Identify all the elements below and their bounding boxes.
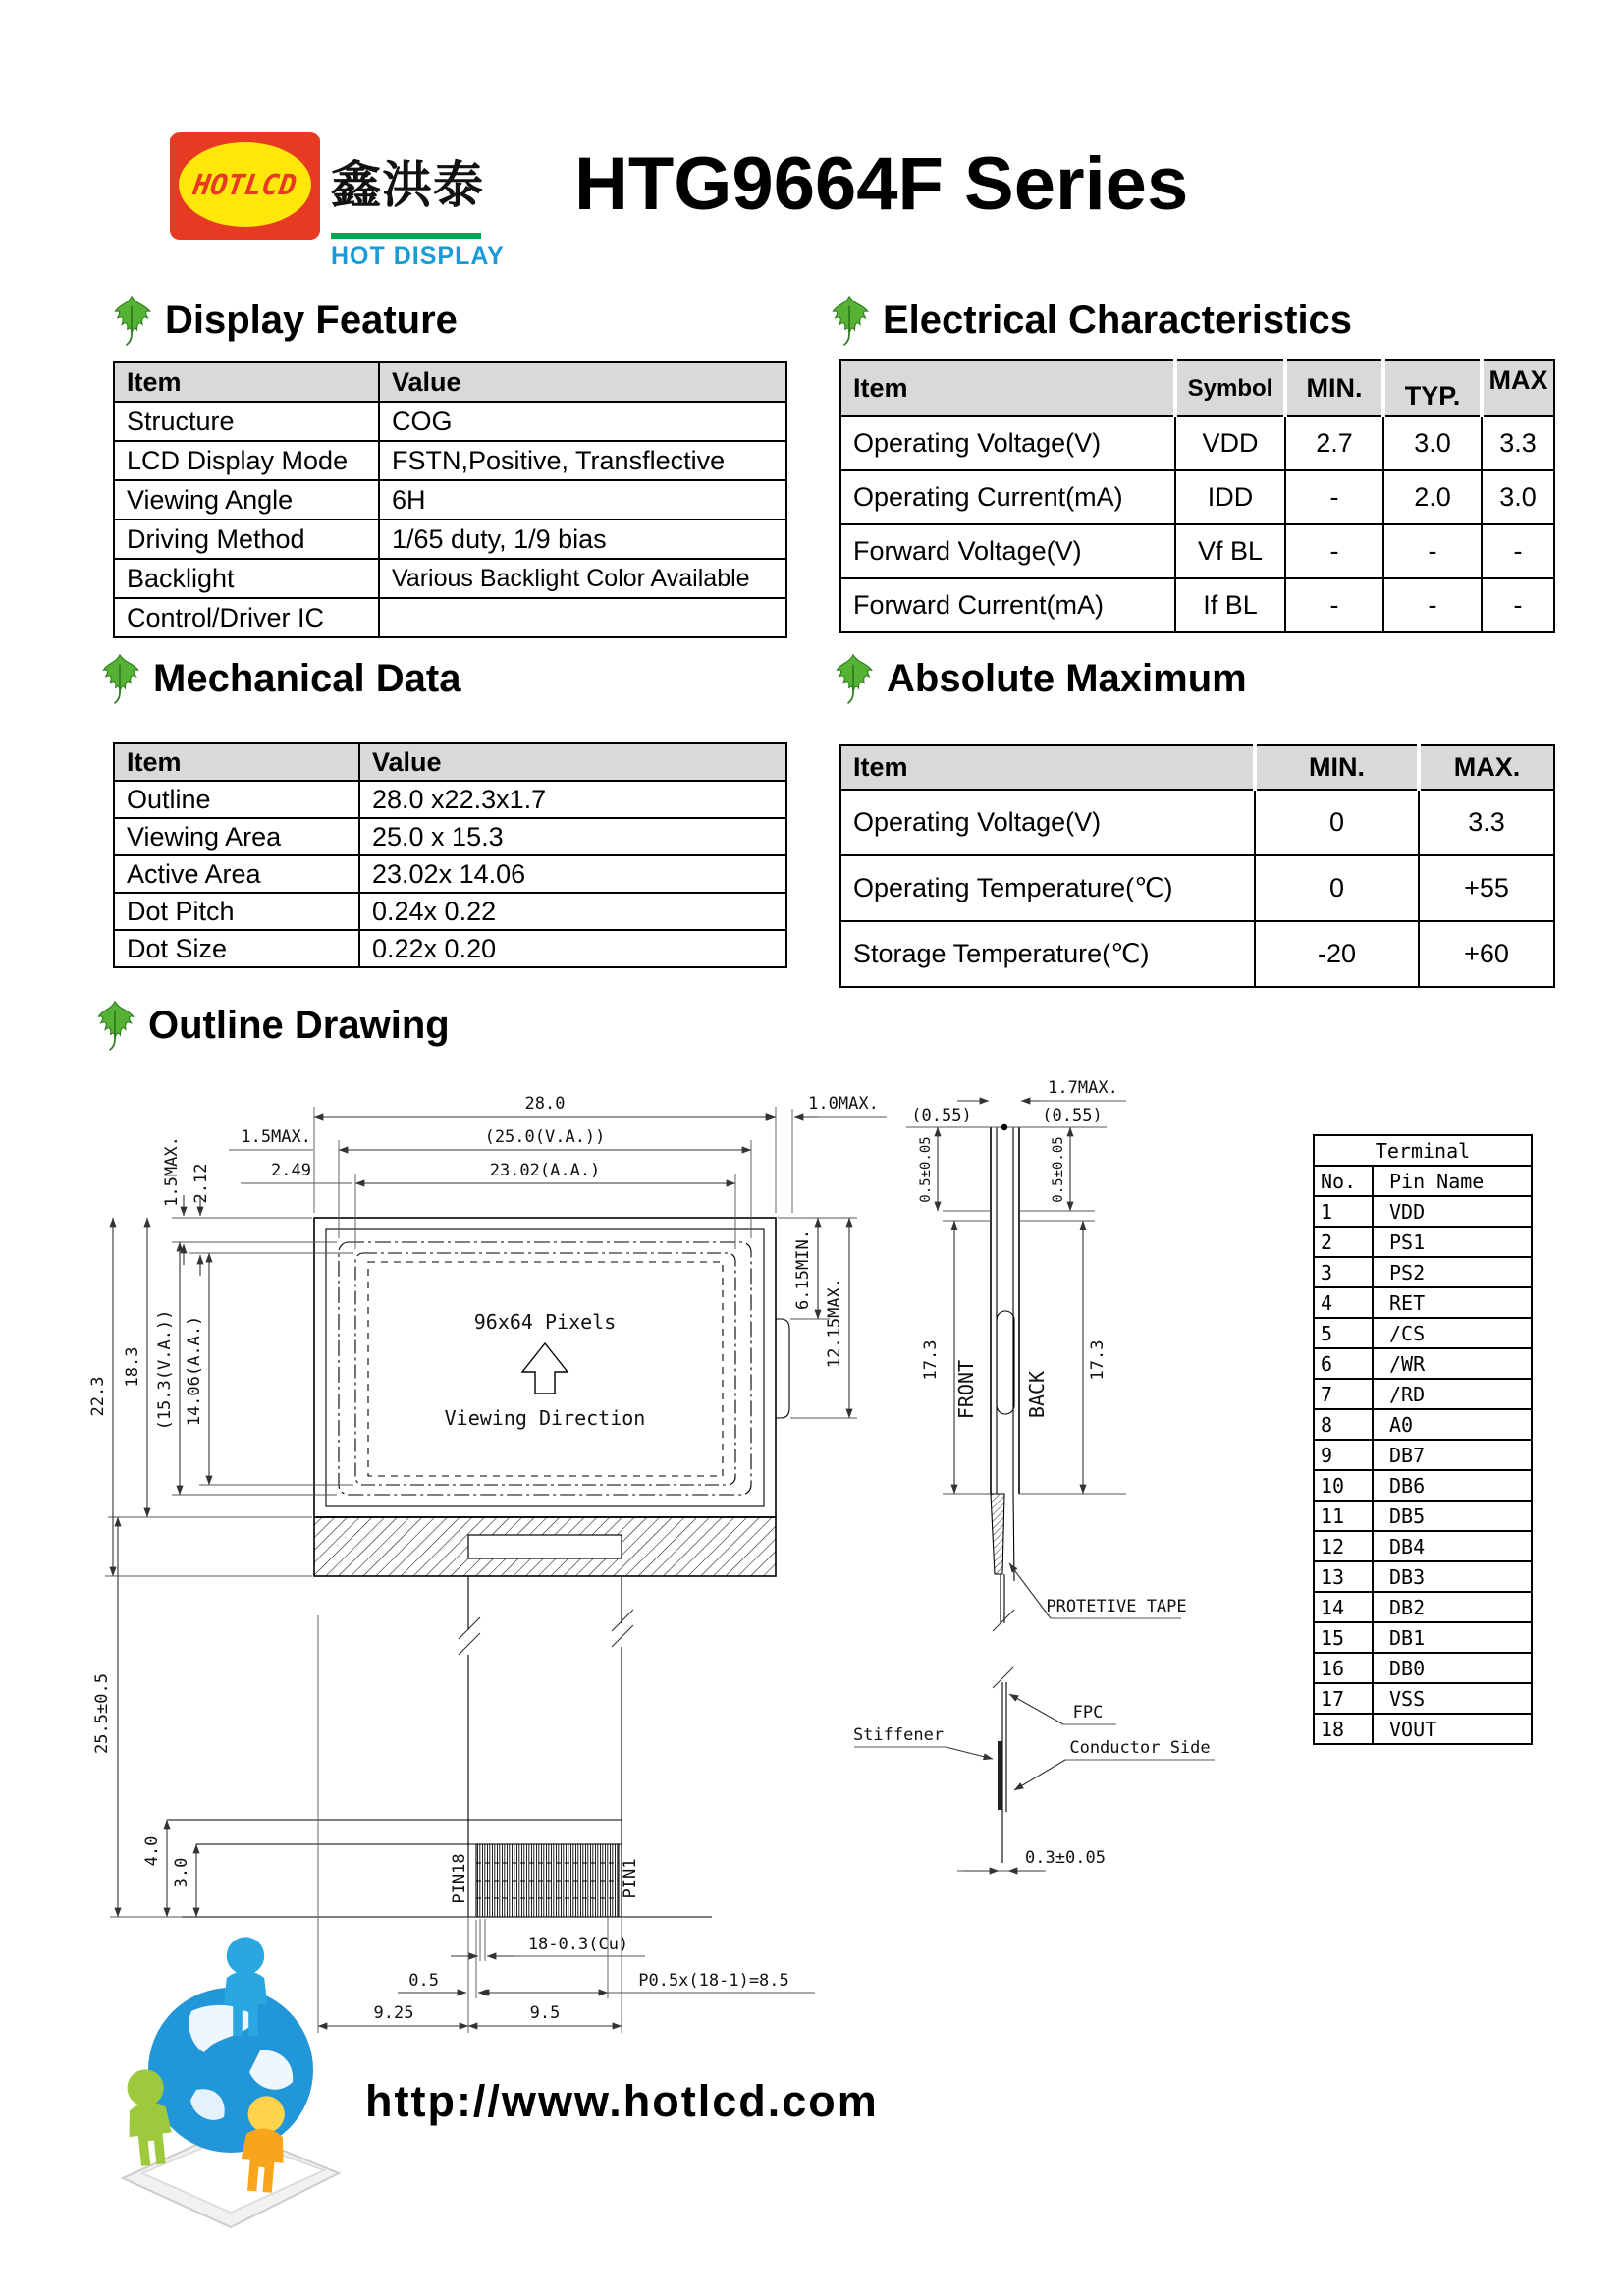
col-header: Value [379, 362, 786, 402]
pin-row: 11 DB5 [1314, 1501, 1532, 1531]
page-title: HTG9664F Series [574, 142, 1189, 226]
protective-tape-label: PROTETIVE TAPE [1046, 1597, 1187, 1616]
terminal-table [1313, 1134, 1533, 1745]
leaf-icon [98, 653, 141, 704]
pin-row: 8 A0 [1314, 1409, 1532, 1440]
table-row: Control/Driver IC [114, 598, 786, 637]
viewing-direction-label: Viewing Direction [444, 1406, 646, 1430]
pixels-label: 96x64 Pixels [473, 1310, 617, 1334]
mechanical-table [113, 742, 787, 968]
viewing-direction-arrow [522, 1343, 568, 1394]
col-header: Item [840, 360, 1175, 416]
leaf-icon [832, 653, 875, 704]
table-row: Driving Method 1/65 duty, 1/9 bias [114, 519, 786, 559]
section-title: Electrical Characteristics [883, 299, 1353, 342]
table-row: Backlight Various Backlight Color Available [114, 559, 786, 598]
pin-row: 6 /WR [1314, 1348, 1532, 1379]
table-row: Outline 28.0 x22.3x1.7 [114, 781, 786, 818]
dim-0-55-right: (0.55) [1042, 1106, 1103, 1125]
section-title: Mechanical Data [153, 657, 461, 700]
col-header: Item [114, 362, 379, 402]
pin-row: 9 DB7 [1314, 1440, 1532, 1470]
heading-outline [93, 1000, 450, 1051]
col-header: MIN. [1255, 745, 1419, 790]
table-row: Viewing Angle 6H [114, 480, 786, 519]
dim-2-12: 2.12 [191, 1163, 211, 1204]
globe-logo [98, 1933, 368, 2242]
pin-row: 12 DB4 [1314, 1531, 1532, 1561]
dim-22-3: 22.3 [88, 1376, 108, 1417]
logo-ellipse [179, 142, 311, 227]
conductor-side-label: Conductor Side [1069, 1738, 1211, 1758]
pin18-label: PIN18 [450, 1853, 469, 1904]
logo-wordmark: HOTLCD [190, 168, 299, 201]
pin-row: 5 /CS [1314, 1318, 1532, 1348]
leaf-icon [93, 1000, 136, 1051]
table-row: Operating Voltage(V) 0 3.3 [840, 790, 1554, 855]
table-row: Structure COG [114, 402, 786, 441]
heading-mechanical [98, 653, 460, 704]
absolute-maximum-table [839, 744, 1555, 988]
dim-0-5tol-left: 0.5±0.05 [918, 1136, 934, 1203]
table-row: Active Area 23.02x 14.06 [114, 855, 786, 893]
table-row: Storage Temperature(℃) -20 +60 [840, 921, 1554, 987]
col-header: Pin Name [1373, 1166, 1532, 1196]
dim-1-5max-v: 1.5MAX. [162, 1136, 182, 1207]
col-header: MAX. [1419, 745, 1554, 790]
dim-14-06-aa: 14.06(A.A.) [185, 1315, 204, 1427]
pin-row: 15 DB1 [1314, 1622, 1532, 1653]
col-header: Item [840, 745, 1255, 790]
back-label: BACK [1025, 1370, 1049, 1419]
section-title: Outline Drawing [148, 1004, 450, 1047]
pin-row: 4 RET [1314, 1287, 1532, 1318]
pin-row: 3 PS2 [1314, 1257, 1532, 1287]
pin-row: 14 DB2 [1314, 1592, 1532, 1622]
pin-row: 16 DB0 [1314, 1653, 1532, 1683]
col-header: MAX [1482, 360, 1554, 416]
dim-18-3: 18.3 [123, 1346, 142, 1388]
terminal-title: Terminal [1314, 1135, 1532, 1166]
table-row: Forward Current(mA) If BL - - - [840, 578, 1554, 632]
table-row: Operating Temperature(℃) 0 +55 [840, 855, 1554, 921]
col-header: TYP. [1383, 360, 1482, 416]
leaf-icon [828, 295, 871, 346]
pin-row: 18 VOUT [1314, 1714, 1532, 1744]
front-view [88, 1094, 887, 2033]
dim-9-5: 9.5 [529, 2003, 561, 2023]
company-logo [170, 132, 320, 240]
section-title: Display Feature [165, 299, 458, 342]
col-header: No. [1314, 1166, 1373, 1196]
heading-absolute [832, 653, 1247, 704]
table-row: LCD Display Mode FSTN,Positive, Transflective [114, 441, 786, 480]
logo-subtitle: HOT DISPLAY [331, 243, 505, 270]
dim-15-3-va: (15.3(V.A.)) [155, 1309, 175, 1431]
pin-row: 17 VSS [1314, 1683, 1532, 1714]
pin-row: 13 DB3 [1314, 1561, 1532, 1592]
section-title: Absolute Maximum [887, 657, 1247, 700]
dim-0-5: 0.5 [408, 1971, 439, 1991]
table-row: Forward Voltage(V) Vf BL - - - [840, 524, 1554, 578]
dim-0-3: 0.3±0.05 [1025, 1848, 1106, 1868]
table-row: Operating Current(mA) IDD - 2.0 3.0 [840, 470, 1554, 524]
leaf-icon [110, 295, 153, 346]
dim-28-0: 28.0 [524, 1094, 566, 1114]
dim-1-7max: 1.7MAX. [1048, 1078, 1118, 1098]
table-row: Dot Size 0.22x 0.20 [114, 930, 786, 967]
fpc-label: FPC [1072, 1703, 1104, 1722]
dim-p0-5: P0.5x(18-1)=8.5 [638, 1971, 789, 1991]
side-view [853, 1078, 1215, 1871]
dim-18-0-3: 18-0.3(Cu) [527, 1935, 629, 1954]
dim-1-5max-h: 1.5MAX. [241, 1127, 311, 1147]
website-url[interactable]: http://www.hotlcd.com [365, 2076, 879, 2126]
col-header: Item [114, 743, 359, 781]
dim-9-25: 9.25 [373, 2003, 414, 2023]
col-header: Symbol [1175, 360, 1285, 416]
heading-display-feature [110, 295, 458, 346]
dim-2-49: 2.49 [271, 1161, 311, 1180]
front-label: FRONT [954, 1359, 978, 1420]
col-header: Value [359, 743, 786, 781]
dim-17-3-right: 17.3 [1088, 1339, 1108, 1381]
table-row: Operating Voltage(V) VDD 2.7 3.0 3.3 [840, 416, 1554, 470]
dim-17-3-left: 17.3 [921, 1339, 941, 1381]
pin-row: 10 DB6 [1314, 1470, 1532, 1501]
dim-3-0: 3.0 [172, 1857, 191, 1888]
col-header: MIN. [1285, 360, 1383, 416]
dim-0-55-left: (0.55) [911, 1106, 972, 1125]
table-row: Viewing Area 25.0 x 15.3 [114, 818, 786, 855]
display-feature-table [113, 361, 787, 638]
dim-12-15max: 12.15MAX. [825, 1277, 844, 1369]
pin-row: 2 PS1 [1314, 1227, 1532, 1257]
table-row: Dot Pitch 0.24x 0.22 [114, 893, 786, 930]
electrical-table [839, 359, 1555, 633]
pin1-label: PIN1 [621, 1858, 640, 1899]
dim-4-0: 4.0 [142, 1835, 162, 1867]
heading-electrical [828, 295, 1352, 346]
dim-23-02-aa: 23.02(A.A.) [489, 1161, 601, 1180]
stiffener-label: Stiffener [852, 1725, 945, 1745]
dim-25-0-va: (25.0(V.A.)) [484, 1127, 606, 1147]
logo-green-bar [331, 233, 481, 239]
dim-6-15min: 6.15MIN. [793, 1230, 813, 1310]
dim-1-0max: 1.0MAX. [808, 1094, 879, 1114]
pin-row: 7 /RD [1314, 1379, 1532, 1409]
dim-0-5tol-right: 0.5±0.05 [1051, 1136, 1066, 1203]
dim-25-5: 25.5±0.5 [92, 1673, 112, 1754]
logo-chinese-name: 鑫洪泰 [331, 157, 485, 215]
pin-row: 1 VDD [1314, 1196, 1532, 1227]
